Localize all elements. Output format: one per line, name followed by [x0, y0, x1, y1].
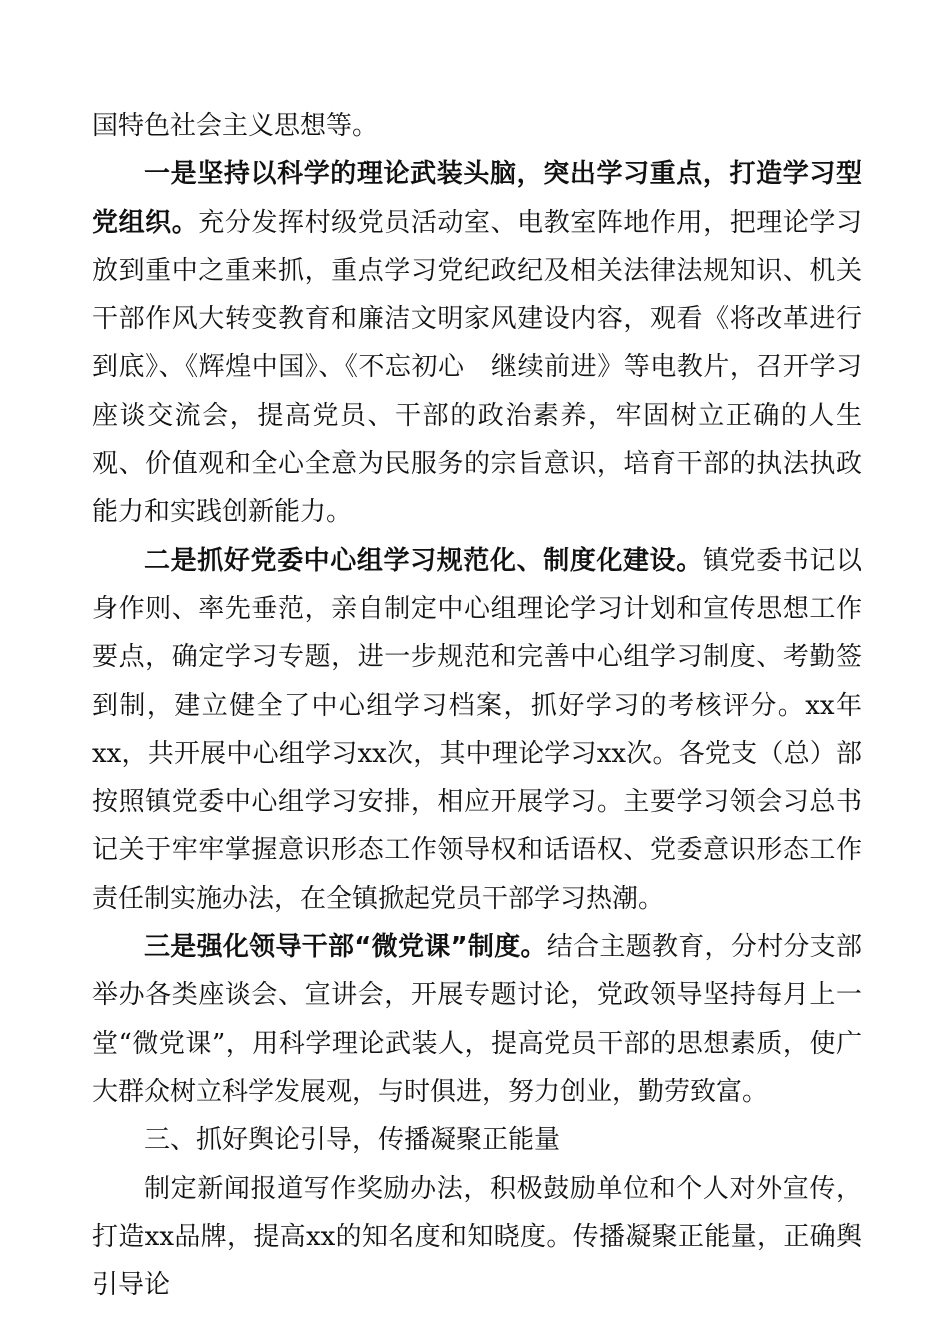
paragraph-news-reporting: 制定新闻报道写作奖励办法，积极鼓励单位和个人对外宣传，打造xx品牌，提高xx的知名度和知晓度。传播凝聚正能量，正确舆引导论 [92, 1173, 862, 1301]
paragraph-central-group [92, 537, 862, 923]
paragraph-lead: 三是强化领导干部“微党课”制度。 [144, 932, 547, 963]
paragraph-lead: 一是坚持以科学的理论武装头脑，突出学习重点，打造学习型党组织。 [92, 159, 862, 238]
paragraph-text: 国特色社会主义思想等。 [92, 111, 379, 141]
paragraph-study-theory [92, 150, 862, 536]
paragraph-text: 结合主题教育，分村分支部举办各类座谈会、宣讲会，开展专题讨论，党政领导坚持每月上一堂“微党课”，用科学理论武装人，提高党员干部的思想素质，使广大群众树立科学发展观，与时俱进，努力创业，勤劳致富。 [92, 932, 862, 1107]
paragraph-micro-lesson [92, 923, 862, 1116]
paragraph-lead: 二是抓好党委中心组学习规范化、制度化建设。 [144, 545, 703, 576]
paragraph-text: 充分发挥村级党员活动室、电教室阵地作用，把理论学习放到重中之重来抓，重点学习党纪政纪及相关法律法规知识、机关干部作风大转变教育和廉洁文明家风建设内容，观看《将改革进行到底》、《辉煌中国》、《不忘初心 继续前进》等电教片，召开学习座谈交流会，提高党员、干部的政治素养，牢固树立正确的人生观、价值观和全心全意为民服务的宗旨意识，培育干部的执法执政能力和实践创新能力。 [92, 207, 862, 528]
body-text [92, 102, 862, 1309]
paragraph-text: 镇党委书记以身作则、率先垂范，亲自制定中心组理论学习计划和宣传思想工作要点，确定学习专题，进一步规范和完善中心组学习制度、考勤签到制，建立健全了中心组学习档案，抓好学习的考核评分。xx年xx，共开展中心组学习xx次，其中理论学习xx次。各党支（总）部按照镇党委中心组学习安排，相应开展学习。主要学习领会习总书记关于牢牢掌握意识形态工作领导权和话语权、党委意识形态工作责任制实施办法，在全镇掀起党员干部学习热潮。 [92, 545, 862, 914]
section-heading: 三、抓好舆论引导，传播凝聚正能量 [144, 1125, 561, 1156]
paragraph-continuation [92, 102, 862, 150]
